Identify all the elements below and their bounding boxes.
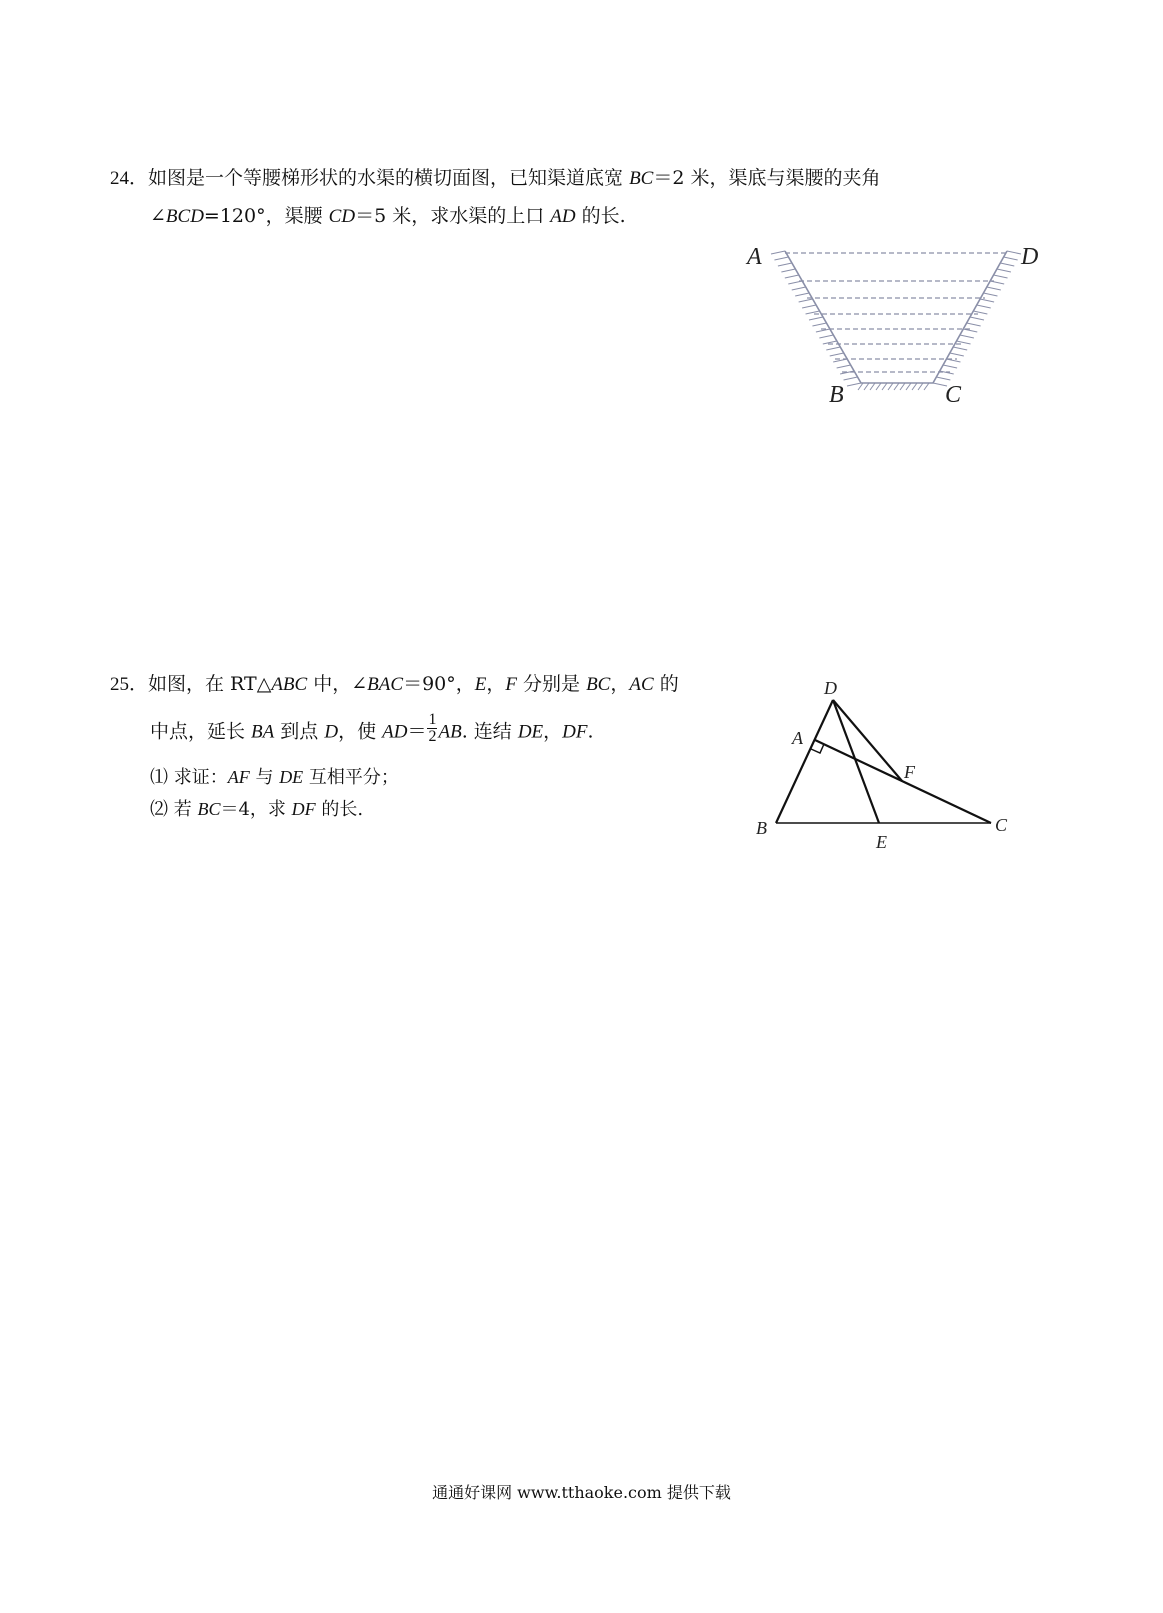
q25-part-1 [150,765,399,790]
q25-number: 25． [110,674,149,695]
q24-label-a: A [747,244,762,270]
hatch-mark [990,281,1004,284]
q24-label-d: D [1021,244,1039,270]
q24-bcd: BCD [165,206,204,227]
q24-number: 24． [110,168,149,189]
q25-segment-df [833,700,902,781]
hatch-mark [960,335,974,338]
q25-label-a: A [792,728,803,748]
q25-label-d: D [824,678,837,698]
hatch-mark [888,383,893,390]
hatch-mark [778,263,792,266]
q25-e: E [474,674,487,695]
q25-text-b: 中，∠ [307,673,368,695]
q25-bc: BC [586,674,611,695]
q25-text-c: ＝90°， [403,673,475,695]
q25-ab: AB [438,721,462,743]
q24-cd: CD [328,206,356,227]
hatch-mark [870,383,875,390]
q24-text-c: =120°，渠腰 [203,205,329,227]
hatch-mark [953,347,967,350]
q25-text-j: ，使 [338,720,383,743]
q25-text-h: 中点，延长 [150,720,252,743]
hatch-mark [802,305,816,308]
hatch-mark [819,335,833,338]
hatch-mark [882,383,887,390]
q24-line-1 [110,166,880,191]
q25-d: D [324,721,339,743]
hatch-mark [906,383,911,390]
q24-bc: BC [629,168,654,189]
q25-text-d: ， [486,673,506,695]
q25-part1-text-a: ⑴ 求证： [150,767,228,788]
hatch-mark [994,275,1008,278]
q25-label-e: E [876,832,887,852]
q24-text-e: 的长. [575,205,626,227]
q25-de: DE [517,721,544,743]
hatch-mark [812,323,826,326]
hatch-mark [1007,251,1021,254]
q25-line-1 [110,672,679,697]
hatch-mark [858,383,863,390]
hatch-mark [912,383,917,390]
hatch-mark [970,317,984,320]
q24-text-b: ＝2 米，渠底与渠腰的夹角 [653,167,881,189]
hatch-mark [826,347,840,350]
hatch-mark [785,275,799,278]
hatch-mark [943,365,957,368]
hatch-mark [924,383,929,390]
q25-text-l: ， [543,720,563,743]
q25-ad: AD [382,721,408,743]
q25-fraction-half [427,712,437,745]
hatch-mark [844,377,858,380]
hatch-mark [774,257,788,260]
q25-part1-de: DE [279,767,304,787]
q25-f: F [505,674,517,695]
q25-label-f: F [904,762,915,782]
q25-eq: ＝ [407,720,427,743]
q25-bac: BAC [367,674,404,695]
q24-angle-symbol: ∠ [150,205,166,227]
q24-ad: AD [550,206,576,227]
q25-part1-text-b: 与 [249,767,280,788]
hatch-mark [847,383,861,386]
q24-channel-walls [785,251,1007,383]
hatch-mark [792,287,806,290]
q25-part2-bc: BC [197,799,221,819]
hatch-mark [900,383,905,390]
hatch-mark [894,383,899,390]
footer-source: 通通好课网 www.tthaoke.com 提供下载 [432,1483,731,1502]
q25-df: DF [562,721,588,743]
q24-hatching [771,251,1021,390]
q24-text-d: ＝5 米，求水渠的上口 [355,205,551,227]
q24-label-c: C [945,382,962,408]
q25-part1-text-c: 互相平分； [303,767,399,788]
q25-abc: ABC [271,674,308,695]
q25-text-g: 的 [653,673,679,695]
q25-segment-db [776,700,833,823]
q25-part2-df: DF [291,799,316,819]
q25-ba: BA [251,721,275,743]
q25-part2-text-a: ⑵ 若 [150,799,198,820]
hatch-mark [795,293,809,296]
q24-water-lines [785,253,1007,372]
q25-text-i: 到点 [274,720,325,743]
q25-part2-text-b: ＝4，求 [220,799,292,820]
q24-trapezoid-figure [745,240,1065,410]
q25-part2-text-c: 的长. [315,799,364,820]
q25-segment-de [833,700,879,823]
hatch-mark [997,269,1011,272]
q25-fraction-numerator: 1 [428,711,437,728]
hatch-mark [809,317,823,320]
hatch-mark [918,383,923,390]
hatch-mark [837,365,851,368]
q25-label-b: B [756,818,767,838]
q25-fraction-denominator: 2 [428,728,437,745]
q25-text-k: . 连结 [461,720,518,743]
q25-text-e: 分别是 [516,673,587,695]
q24-label-b: B [829,382,844,408]
q25-label-c: C [995,815,1008,835]
q25-part-2 [150,797,363,822]
hatch-mark [864,383,869,390]
q25-part1-af: AF [227,767,250,787]
hatch-mark [950,353,964,356]
hatch-mark [946,359,960,362]
hatch-mark [1000,263,1014,266]
q25-segment-af [815,740,902,781]
hatch-mark [987,287,1001,290]
hatch-mark [781,269,795,272]
q24-text-a: 如图是一个等腰梯形状的水渠的横切面图，已知渠道底宽 [148,167,630,189]
hatch-mark [771,251,785,254]
hatch-mark [980,299,994,302]
q24-line-2 [150,204,626,229]
hatch-mark [963,329,977,332]
q25-triangle-figure [750,672,1050,862]
q25-line-2 [150,711,594,749]
hatch-mark [1004,257,1018,260]
hatch-mark [830,353,844,356]
hatch-mark [983,293,997,296]
q25-ac: AC [629,674,654,695]
hatch-mark [876,383,881,390]
hatch-mark [788,281,802,284]
hatch-mark [977,305,991,308]
q25-text-f: ， [610,673,630,695]
hatch-mark [967,323,981,326]
hatch-mark [799,299,813,302]
q25-text-a: 如图，在 RT△ [148,673,272,695]
q25-text-m: . [587,720,594,743]
hatch-mark [936,377,950,380]
